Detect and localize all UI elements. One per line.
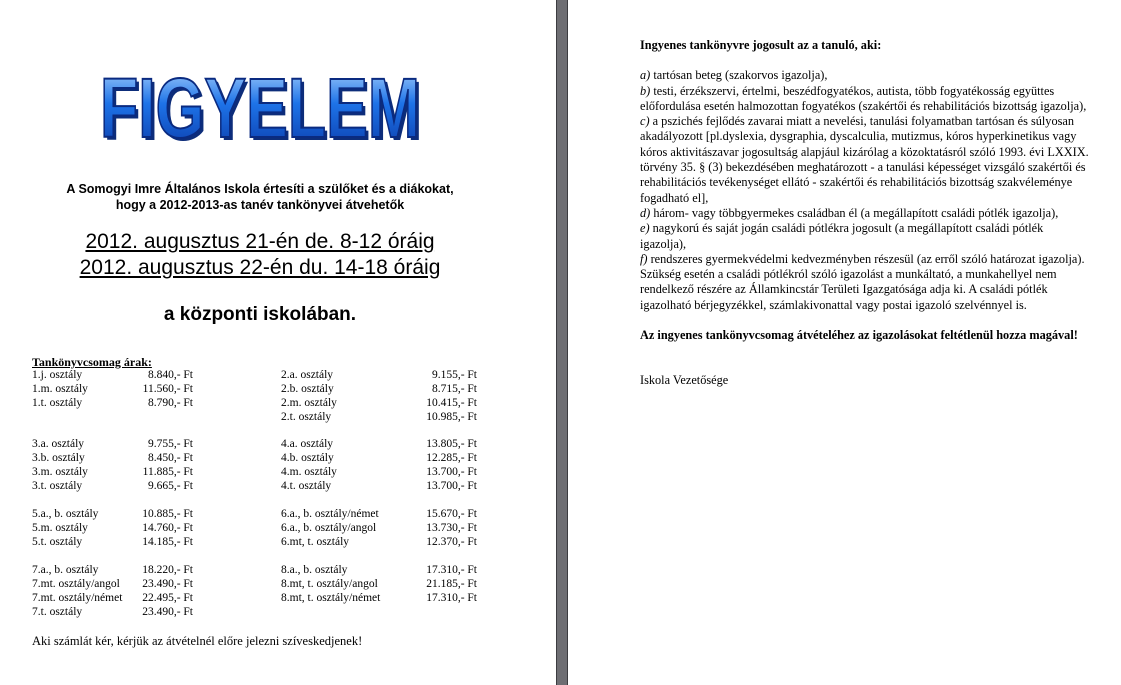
eligibility-item xyxy=(640,221,1092,252)
wordart-shadow: FIGYELEM xyxy=(103,64,423,155)
class-price: 11.885,- Ft xyxy=(142,466,193,478)
class-name: 3.a. osztály xyxy=(32,438,85,450)
price-row xyxy=(281,382,477,396)
class-price: 17.310,- Ft xyxy=(426,592,477,604)
class-name: 5.a., b. osztály xyxy=(32,508,99,520)
class-name: 4.b. osztály xyxy=(281,452,334,464)
class-name: 2.m. osztály xyxy=(281,397,337,409)
class-name: 3.b. osztály xyxy=(32,452,85,464)
price-row xyxy=(32,396,193,410)
pickup-date: 2012. augusztus 22-én du. 14-18 óráig xyxy=(79,256,441,279)
item-text: a pszichés fejlődés zavarai miatt a nevelési, tanulási folyamatban tartósan és súlyosan akadályozott [pl.dyslexia, dysgraphia, dyscalculia, mutizmus, kóros hyperkinetikus vagy kóros aktivitászavar jogosultság alapjául kizárólag a közoktatásról szóló 1993. évi LXXIX. törvény 35. § (3) bekezdésében meghatározott - a tanulási képességet vizsgáló szakértői és rehabilitációs tevékenységet ellátó - szakértői és rehabilitációs bizottság szakvéleménye fogadható el], xyxy=(640,114,1089,205)
class-name: 4.t. osztály xyxy=(281,480,332,492)
eligibility-heading: Ingyenes tankönyvre jogosult az a tanuló, aki: xyxy=(640,38,882,52)
class-price: 10.885,- Ft xyxy=(142,508,193,520)
class-name: 6.a., b. osztály/angol xyxy=(281,522,377,534)
price-row xyxy=(281,396,477,410)
pickup-date: 2012. augusztus 21-én de. 8-12 óráig xyxy=(85,230,435,253)
eligibility-section xyxy=(640,38,1092,389)
class-name: 8.mt, t. osztály/német xyxy=(281,592,381,604)
class-name: 7.mt. osztály/német xyxy=(32,592,123,604)
class-name: 1.j. osztály xyxy=(32,369,83,381)
eligibility-item xyxy=(640,84,1092,115)
page-divider xyxy=(556,0,568,685)
class-name: 5.t. osztály xyxy=(32,536,83,548)
class-price: 10.985,- Ft xyxy=(426,411,477,423)
price-row xyxy=(32,368,193,382)
class-price: 12.370,- Ft xyxy=(426,536,477,548)
class-price: 14.760,- Ft xyxy=(142,522,193,534)
price-row xyxy=(32,479,193,493)
class-price: 18.220,- Ft xyxy=(142,564,193,576)
price-row xyxy=(32,577,193,591)
class-price: 23.490,- Ft xyxy=(142,578,193,590)
bold-note: Az ingyenes tankönyvcsomag átvételéhez az igazolásokat feltétlenül hozza magával! xyxy=(640,328,1078,343)
location: a központi iskolában. xyxy=(163,304,357,325)
price-row xyxy=(32,437,193,451)
notice xyxy=(30,181,490,213)
item-marker: f) xyxy=(640,251,648,266)
eligibility-item xyxy=(640,114,1092,206)
price-row xyxy=(32,382,193,396)
price-row xyxy=(281,451,477,465)
item-text: három- vagy többgyermekes családban él (a megállapított családi pótlék igazolja), xyxy=(650,205,1059,220)
class-price: 9.665,- Ft xyxy=(147,480,193,492)
class-price: 8.450,- Ft xyxy=(147,452,193,464)
class-price: 23.490,- Ft xyxy=(142,606,193,618)
certificate-note: Szükség esetén a családi pótlékról szóló igazolást a munkáltató, a munkahellyel nem rendelkező részére az Államkincstár Területi Igazgatósága adja ki. A családi pótlék igazolható bérjegyzékkel, számlakivonattal vagy postai igazoló szelvénnyel is. xyxy=(640,267,1057,312)
class-price: 11.560,- Ft xyxy=(142,383,193,395)
item-marker: b) xyxy=(640,83,651,98)
class-name: 7.a., b. osztály xyxy=(32,564,99,576)
class-price: 9.155,- Ft xyxy=(431,369,477,381)
class-name: 8.mt, t. osztály/angol xyxy=(281,578,378,590)
class-price: 17.310,- Ft xyxy=(426,564,477,576)
item-text: testi, érzékszervi, értelmi, beszédfogyatékos, autista, több fogyatékosság együttes előfordulása esetén halmozottan fogyatékos (szakértői és rehabilitációs bizottság igazolja), xyxy=(640,83,1087,113)
class-price: 8.840,- Ft xyxy=(147,369,193,381)
price-row xyxy=(281,535,477,549)
signature: Iskola Vezetősége xyxy=(640,373,729,388)
class-name: 7.mt. osztály/angol xyxy=(32,578,120,590)
class-name: 2.t. osztály xyxy=(281,411,332,423)
class-name: 5.m. osztály xyxy=(32,522,88,534)
price-row xyxy=(281,521,477,535)
item-text: tartósan beteg (szakorvos igazolja), xyxy=(650,68,828,83)
price-row xyxy=(281,591,477,605)
price-row xyxy=(281,507,477,521)
class-name: 6.a., b. osztály/német xyxy=(281,508,379,520)
class-name: 4.m. osztály xyxy=(281,466,337,478)
price-row xyxy=(32,563,193,577)
price-row xyxy=(32,507,193,521)
price-row xyxy=(281,563,477,577)
item-marker: e) xyxy=(640,221,650,236)
footer-note: Aki számlát kér, kérjük az átvételnél előre jelezni szíveskedjenek! xyxy=(32,634,363,648)
class-price: 15.670,- Ft xyxy=(426,508,477,520)
class-price: 12.285,- Ft xyxy=(426,452,477,464)
item-marker: d) xyxy=(640,205,651,220)
price-row xyxy=(281,368,477,382)
class-name: 3.t. osztály xyxy=(32,480,83,492)
pickup-dates xyxy=(30,229,490,281)
packages-title: Tankönyvcsomag árak: xyxy=(32,355,152,369)
class-price: 9.755,- Ft xyxy=(147,438,193,450)
class-name: 7.t. osztály xyxy=(32,606,83,618)
class-name: 1.m. osztály xyxy=(32,383,88,395)
item-marker: c) xyxy=(640,114,650,129)
item-marker: a) xyxy=(640,68,651,83)
eligibility-item xyxy=(640,252,1092,267)
class-price: 14.185,- Ft xyxy=(142,536,193,548)
price-row xyxy=(32,535,193,549)
item-text: rendszeres gyermekvédelmi kedvezményben részesül (az erről szóló határozat igazolja). xyxy=(647,251,1085,266)
eligibility-item xyxy=(640,206,1092,221)
class-price: 13.805,- Ft xyxy=(426,438,477,450)
class-price: 8.790,- Ft xyxy=(147,397,193,409)
eligibility-item xyxy=(640,68,1092,83)
price-row xyxy=(281,410,477,424)
price-row xyxy=(32,451,193,465)
class-price: 13.700,- Ft xyxy=(426,466,477,478)
price-row xyxy=(281,479,477,493)
class-price: 10.415,- Ft xyxy=(426,397,477,409)
price-row xyxy=(32,605,193,619)
class-name: 8.a., b. osztály xyxy=(281,564,348,576)
notice-line: A Somogyi Imre Általános Iskola értesíti a szülőket és a diákokat, xyxy=(66,182,454,196)
eligibility-list xyxy=(640,68,1092,267)
class-name: 2.a. osztály xyxy=(281,369,334,381)
right-page xyxy=(568,0,1121,685)
price-row xyxy=(281,437,477,451)
price-row xyxy=(32,591,193,605)
class-price: 22.495,- Ft xyxy=(142,592,193,604)
item-text: nagykorú és saját jogán családi pótlékra jogosult (a megállapított családi pótlék igazolja), xyxy=(640,221,1044,251)
class-name: 6.mt, t. osztály xyxy=(281,536,350,548)
class-name: 1.t. osztály xyxy=(32,397,83,409)
class-price: 21.185,- Ft xyxy=(426,578,477,590)
class-name: 3.m. osztály xyxy=(32,466,88,478)
class-price: 8.715,- Ft xyxy=(431,383,477,395)
price-row xyxy=(32,465,193,479)
price-row xyxy=(281,577,477,591)
wordart-text: FIGYELEM xyxy=(100,61,420,155)
left-page xyxy=(0,0,556,685)
class-price: 13.700,- Ft xyxy=(426,480,477,492)
class-price: 13.730,- Ft xyxy=(426,522,477,534)
price-row xyxy=(32,521,193,535)
notice-line: hogy a 2012-2013-as tanév tankönyvei átvehetők xyxy=(115,198,405,212)
class-name: 4.a. osztály xyxy=(281,438,334,450)
figyelem-wordart xyxy=(95,55,425,155)
class-name: 2.b. osztály xyxy=(281,383,334,395)
price-row xyxy=(281,465,477,479)
